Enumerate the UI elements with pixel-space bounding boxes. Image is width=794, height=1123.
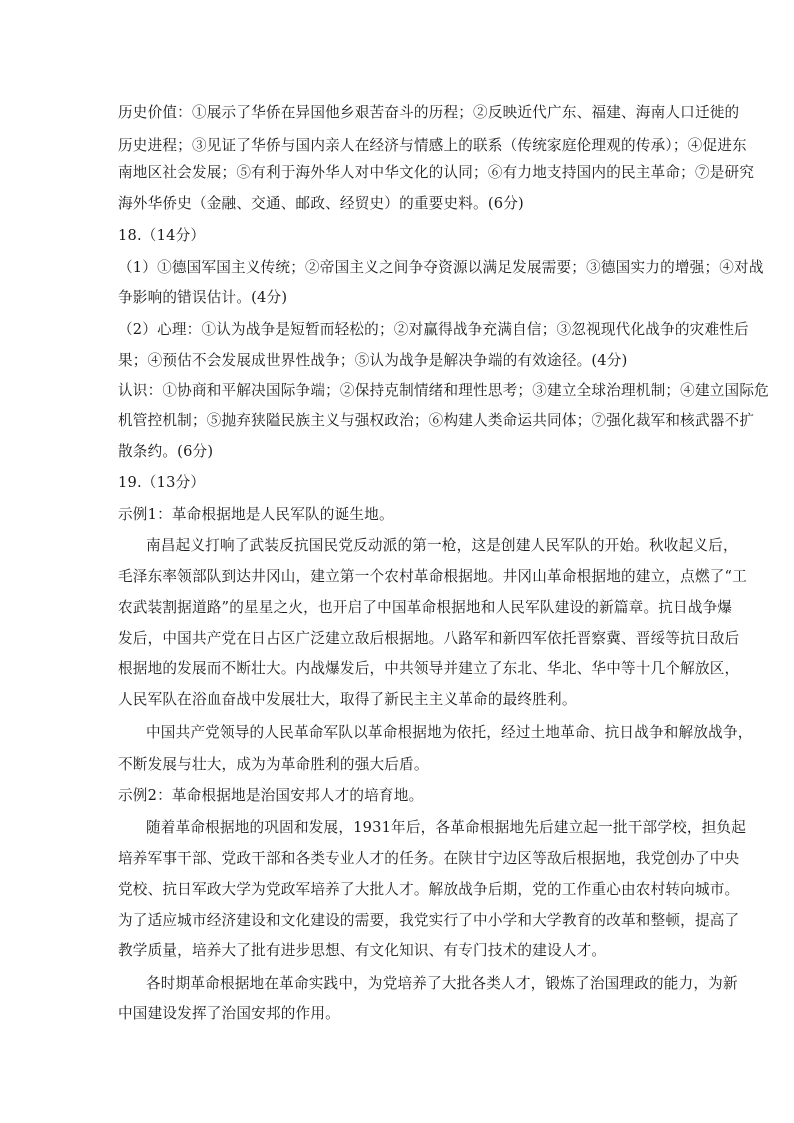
- question-number: 18.（14分）: [118, 227, 206, 244]
- text-line: 人民军队在浴血奋战中发展壮大，取得了新民主主义革命的最终胜利。: [118, 691, 577, 708]
- text-line: 机管控机制；⑤抛弃狭隘民族主义与强权政治；⑥构建人类命运共同体；⑦强化裁军和核武器不扩: [118, 412, 755, 429]
- text-line: 认识：①协商和平解决国际争端；②保持克制情绪和理性思考；③建立全球治理机制；④建立国际危: [118, 382, 769, 399]
- text-line: 根据地的发展而不断壮大。内战爆发后，中共领导并建立了东北、华北、华中等十几个解放区，: [118, 660, 740, 677]
- text-line: 果；④预估不会发展成世界性战争；⑤认为战争是解决争端的有效途径。(4分): [118, 352, 628, 369]
- text-line: 随着革命根据地的巩固和发展，1931年后，各革命根据地先后建立起一批干部学校，担负起: [146, 819, 747, 836]
- text-line: 历史价值：①展示了华侨在异国他乡艰苦奋斗的历程；②反映近代广东、福建、海南人口迁徙的: [118, 104, 740, 121]
- text-line: （1）①德国军国主义传统；②帝国主义之间争夺资源以满足发展需要；③德国实力的增强；④对战: [118, 259, 764, 276]
- text-line: 农武装割据道路”的星星之火，也开启了中国革命根据地和人民军队建设的新篇章。抗日战争爆: [118, 599, 733, 616]
- text-line: 南昌起义打响了武装反抗国民党反动派的第一枪，这是创建人民军队的开始。秋收起义后，: [146, 537, 738, 554]
- text-line: 毛泽东率领部队到达井冈山，建立第一个农村革命根据地。井冈山革命根据地的建立，点燃了“工: [118, 568, 748, 585]
- text-line: 中国共产党领导的人民革命军队以革命根据地为依托，经过土地革命、抗日战争和解放战争，: [146, 724, 753, 741]
- text-line: （2）心理：①认为战争是短暂而轻松的；②对赢得战争充满自信；③忽视现代化战争的灾难性后: [118, 321, 749, 338]
- text-line: 党校、抗日军政大学为党政军培养了大批人才。解放战争后期，党的工作重心由农村转向城市。: [118, 881, 740, 898]
- text-line: 历史进程；③见证了华侨与国内亲人在经济与情感上的联系（传统家庭伦理观的传承）；④促进东: [118, 137, 747, 154]
- text-line: 不断发展与壮大，成为为革命胜利的强大后盾。: [118, 756, 429, 773]
- text-line: 海外华侨史（金融、交通、邮政、经贸史）的重要史料。(6分): [118, 195, 524, 212]
- example-heading: 示例2：革命根据地是治国安邦人才的培育地。: [118, 787, 424, 804]
- text-line: 教学质量，培养大了批有进步思想、有文化知识、有专门技术的建设人才。: [118, 942, 607, 959]
- example-heading: 示例1：革命根据地是人民军队的诞生地。: [118, 506, 394, 523]
- question-number: 19.（13分）: [118, 474, 206, 491]
- text-line: 散条约。(6分): [118, 443, 214, 460]
- text-line: 争影响的错误估计。(4分): [118, 289, 288, 306]
- text-line: 中国建设发挥了治国安邦的作用。: [118, 1005, 340, 1022]
- text-line: 发后，中国共产党在日占区广泛建立敌后根据地。八路军和新四军依托晋察冀、晋绥等抗日敌后: [118, 630, 740, 647]
- text-line: 南地区社会发展；⑤有利于海外华人对中华文化的认同；⑥有力地支持国内的民主革命；⑦是研究: [118, 164, 755, 181]
- text-line: 培养军事干部、党政干部和各类专业人才的任务。在陕甘宁边区等敌后根据地，我党创办了中央: [118, 850, 740, 867]
- text-line: 各时期革命根据地在革命实践中，为党培养了大批各类人才，锻炼了治国理政的能力，为新: [146, 975, 738, 992]
- text-line: 为了适应城市经济建设和文化建设的需要，我党实行了中小学和大学教育的改革和整顿，提高了: [118, 912, 740, 929]
